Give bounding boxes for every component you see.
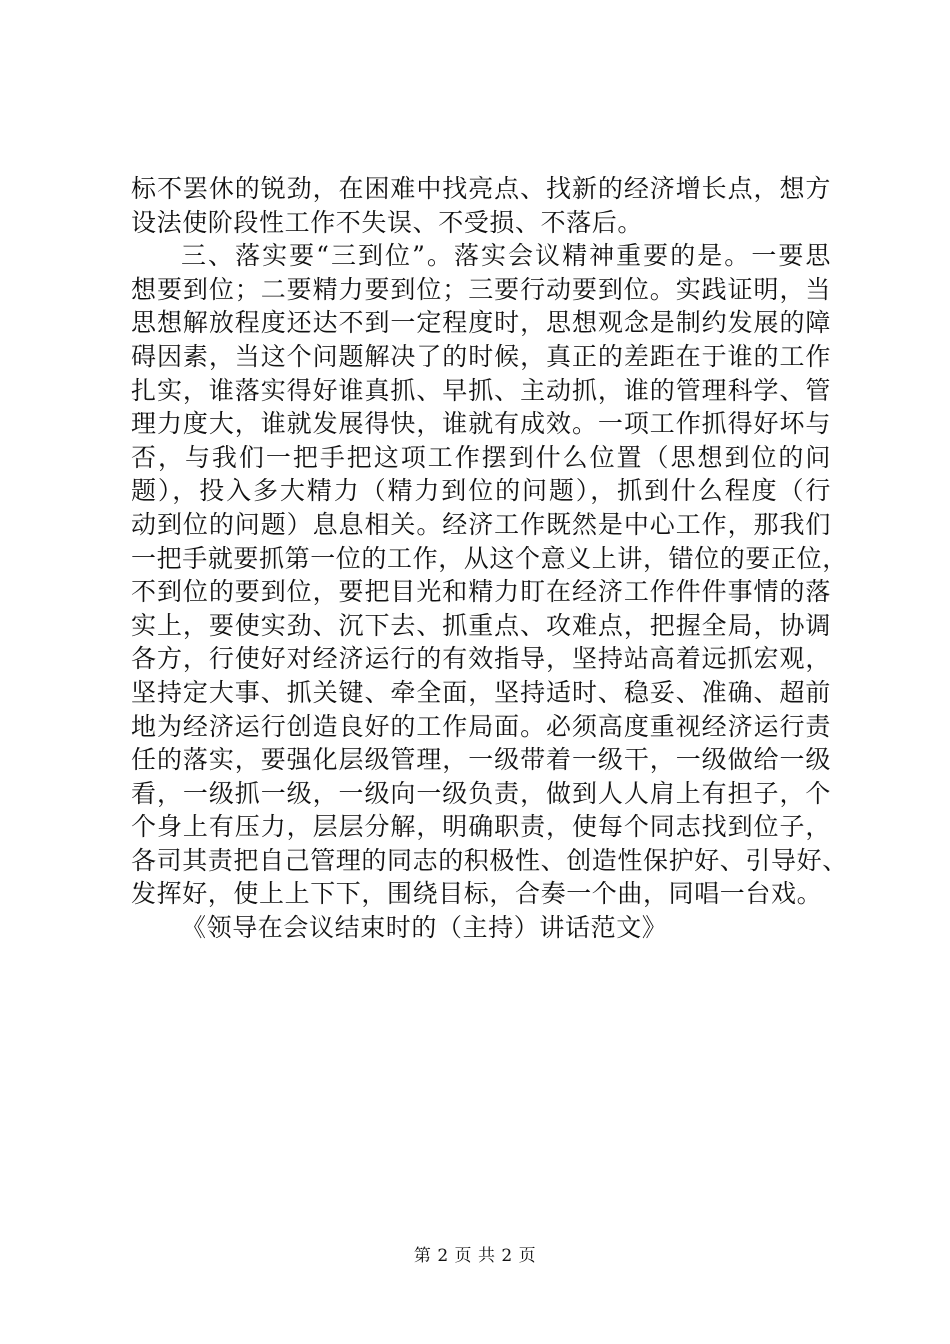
text-line: 一把手就要抓第一位的工作，从这个意义上讲，错位的要正位， <box>131 543 848 573</box>
text-line: 扎实，谁落实得好谁真抓、早抓、主动抓，谁的管理科学、管 <box>131 375 831 405</box>
text-line: 理力度大，谁就发展得快，谁就有成效。一项工作抓得好坏与 <box>131 409 831 439</box>
text-line: 各方，行使好对经济运行的有效指导，坚持站高着远抓宏观， <box>131 644 831 674</box>
text-line: 实上，要使实劲、沉下去、抓重点、攻难点，把握全局，协调 <box>131 610 831 640</box>
page-number-footer: 第 2 页 共 2 页 <box>413 1246 537 1266</box>
text-line: 任的落实，要强化层级管理，一级带着一级干，一级做给一级 <box>131 745 831 775</box>
document-title-line: 《领导在会议结束时的（主持）讲话范文》 <box>181 913 668 943</box>
text-line: 地为经济运行创造良好的工作局面。必须高度重视经济运行责 <box>131 711 831 741</box>
text-line: 碍因素，当这个问题解决了的时候，真正的差距在于谁的工作 <box>131 341 831 371</box>
document-body <box>131 172 848 945</box>
text-line: 发挥好，使上上下下，围绕目标，合奏一个曲，同唱一台戏。 <box>131 879 823 909</box>
text-line: 坚持定大事、抓关键、牵全面，坚持适时、稳妥、准确、超前 <box>131 677 831 707</box>
text-line: 否，与我们一把手把这项工作摆到什么位置（思想到位的问 <box>131 442 831 472</box>
text-line: 题），投入多大精力（精力到位的问题），抓到什么程度（行 <box>131 476 831 506</box>
section-heading-line: 三、落实要“三到位”。落实会议精神重要的是。一要思 <box>181 241 831 271</box>
text-line: 各司其责把自己管理的同志的积极性、创造性保护好、引导好、 <box>131 845 848 875</box>
text-line: 设法使阶段性工作不失误、不受损、不落后。 <box>131 207 644 237</box>
text-line: 标不罢休的锐劲，在困难中找亮点、找新的经济增长点，想方 <box>131 174 831 203</box>
text-line: 不到位的要到位，要把目光和精力盯在经济工作件件事情的落 <box>131 577 831 607</box>
text-line: 动到位的问题）息息相关。经济工作既然是中心工作，那我们 <box>131 509 831 539</box>
text-line: 思想解放程度还达不到一定程度时，思想观念是制约发展的障 <box>131 308 831 338</box>
text-line: 个身上有压力，层层分解，明确职责，使每个同志找到位子， <box>131 812 831 842</box>
text-line: 想要到位；二要精力要到位；三要行动要到位。实践证明，当 <box>131 274 831 304</box>
text-line: 看，一级抓一级，一级向一级负责，做到人人肩上有担子，个 <box>131 778 831 808</box>
